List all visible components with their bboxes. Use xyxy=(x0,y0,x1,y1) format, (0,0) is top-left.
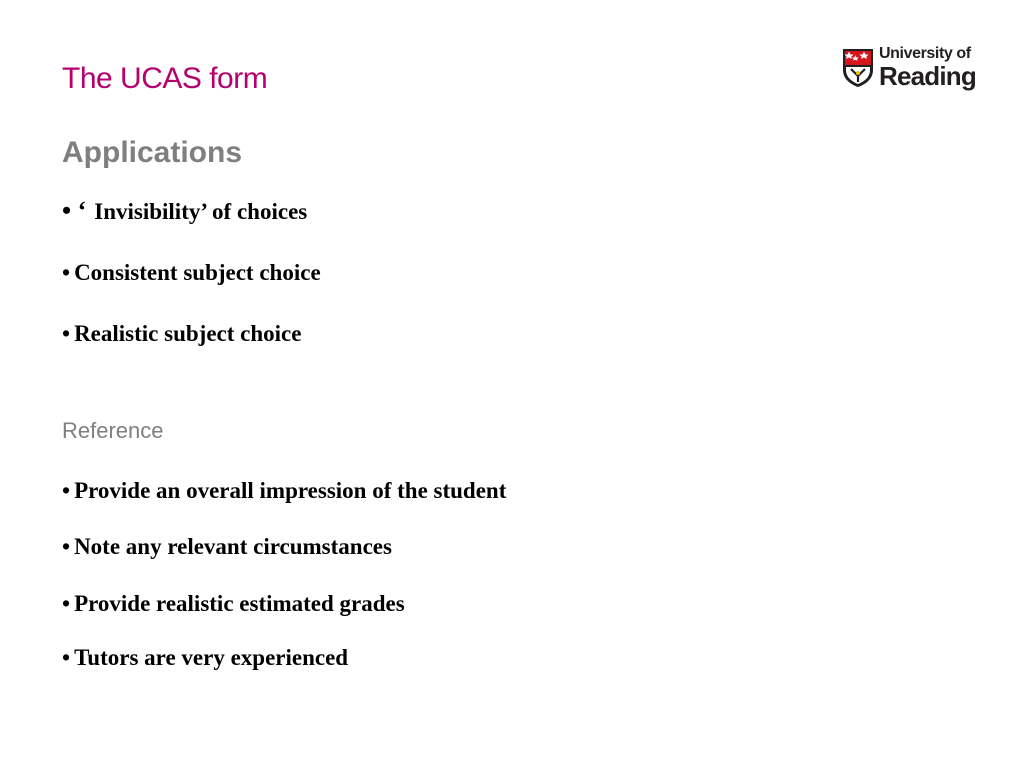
bullet-item xyxy=(62,478,506,504)
bullet-item xyxy=(62,534,392,560)
logo-wordmark xyxy=(879,46,976,89)
bullet-marker: • xyxy=(62,478,71,503)
slide-title: The UCAS form xyxy=(62,62,268,95)
bullet-text: Tutors are very experienced xyxy=(74,645,349,670)
bullet-text: Invisibility’ of choices xyxy=(94,199,308,224)
bullet-text: Provide realistic estimated grades xyxy=(74,591,405,616)
bullet-item xyxy=(62,591,405,617)
bullet-marker: • xyxy=(62,591,71,616)
bullet-marker: • ‘ xyxy=(62,196,87,225)
bullet-text: Consistent subject choice xyxy=(74,260,321,285)
university-logo xyxy=(842,46,978,94)
bullet-item xyxy=(62,321,301,347)
bullet-marker: • xyxy=(62,645,71,670)
reference-heading: Reference xyxy=(62,418,164,443)
bullet-marker: • xyxy=(62,260,71,285)
bullet-text: Note any relevant circumstances xyxy=(74,534,392,559)
bullet-marker: • xyxy=(62,321,71,346)
bullet-marker: • xyxy=(62,534,71,559)
bullet-text: Provide an overall impression of the student xyxy=(74,478,507,503)
university-shield-icon xyxy=(842,48,874,88)
bullet-item xyxy=(62,645,348,671)
logo-line-university: University of xyxy=(879,45,971,62)
bullet-item xyxy=(62,196,307,226)
logo-line-reading: Reading xyxy=(879,61,976,91)
bullet-text: Realistic subject choice xyxy=(74,321,302,346)
applications-heading: Applications xyxy=(62,136,243,169)
bullet-item xyxy=(62,260,321,286)
